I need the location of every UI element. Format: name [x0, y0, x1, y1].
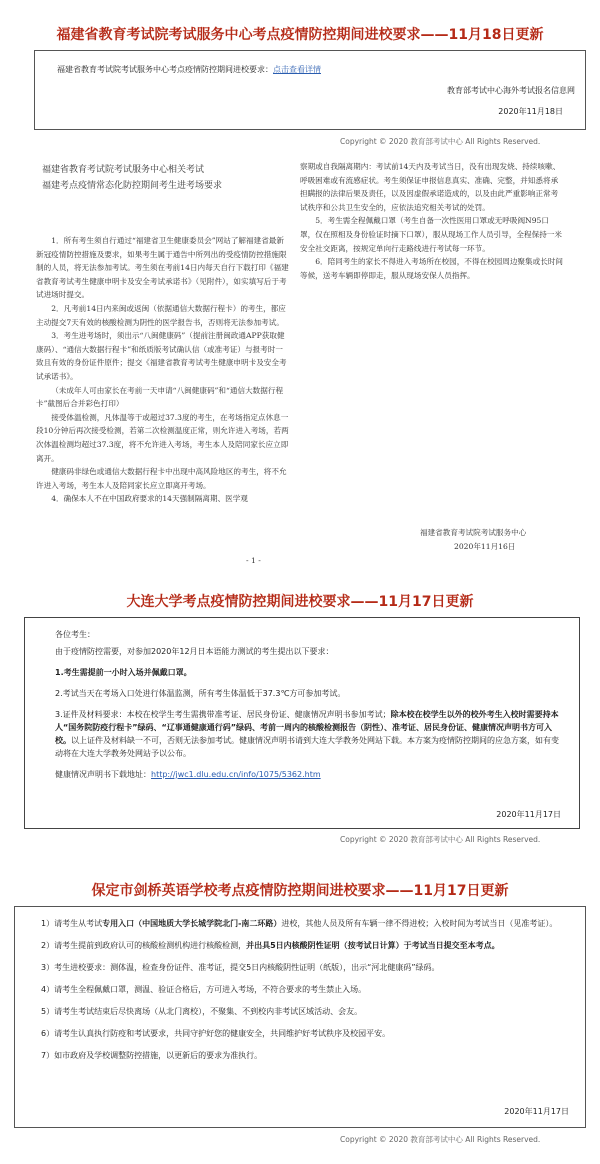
download-line	[55, 768, 565, 781]
section3-item: 5）请考生考试结束后尽快离场（从北门离校），不聚集、不到校内非考试区域活动、会友。	[41, 1007, 363, 1016]
requirement-3-part-c: 以上证件及材料缺一不可，否则无法参加考试。健康情况声明书请到大连大学教务处网站下载。本方案为疫情防控期间的应急方案，如有变动将在大连大学教务处网站予以公布。	[55, 736, 559, 758]
signature-org: 福建省教育考试院考试服务中心	[420, 528, 527, 537]
document-heading-line2: 福建考点疫情常态化防控期间考生进考场要求	[42, 181, 223, 191]
document-signature	[420, 526, 590, 553]
source-text: 教育部考试中心海外考试报名信息网	[447, 86, 575, 95]
signature-date: 2020年11月16日	[454, 541, 516, 551]
doc-paragraph: 接受体温检测，凡体温等于或超过37.3度的考生，在考场指定点休息一段10分钟后再次接受检测，若第二次检测温度正常，则允许进入考场，若两次体温检测均超过37.3度，将不允许进入考场，考生本人及陪同家长应立即离开。	[36, 412, 289, 463]
download-link[interactable]: http://jwc1.dlu.edu.cn/info/1075/5362.htm	[151, 770, 321, 779]
view-details-link[interactable]: 点击查看详情	[273, 65, 321, 74]
section3-item: 3）考生进校要求：测体温，检查身份证件、准考证，提交5日内核酸阴性证明（纸版），出示“河北健康码”绿码。	[41, 963, 440, 972]
document-left-column	[36, 234, 290, 506]
doc-paragraph: 1．所有考生须自行通过“福建省卫生健康委员会”网站了解福建省最新新冠疫情防控措施及要求，如果考生属于通告中所列出的受疫情防控措施限制的人员，将无法参加考试。考生须在考前14日内每天自行下载打印《福建省教育考试考生健康申明卡及安全考试承诺书》（见附件），如实填写后于考试进场时提交。	[36, 236, 289, 300]
requirement-1-text: 1.考生需提前一小时入场并佩戴口罩。	[55, 668, 192, 677]
intro: 由于疫情防控需要，对参加2020年12月日本语能力测试的考生提出以下要求：	[55, 647, 334, 656]
section3-copyright: Copyright © 2020 教育部考试中心 All Rights Reserved.	[340, 1135, 541, 1144]
item1-part-a: 1）请考生从考试	[41, 919, 103, 928]
notice-prefix: 福建省教育考试院考试服务中心考点疫情防控期间进校要求：	[57, 65, 273, 74]
doc-paragraph: 5．考生需全程佩戴口罩（考生自备一次性医用口罩或无呼吸阀N95口罩，仅在照相及身份验证时摘下口罩），服从现场工作人员引导，全程保持一米安全社交距离，按规定单向行走路线进行考试每一环节。	[300, 216, 562, 253]
doc-paragraph: 3．考生进考场时，须出示“八闽健康码”（提前注册闽政通APP获取健康码）、“通信大数据行程卡”和纸质版考试确认信（或准考证）与报考时一致且有效的身份证件原件；提交《福建省教育考试考生健康申明卡及安全考试承诺书》。	[36, 331, 287, 381]
section3-date: 2020年11月17日	[504, 1107, 569, 1116]
section2-copyright: Copyright © 2020 教育部考试中心 All Rights Reserved.	[340, 835, 541, 844]
section3-item: 4）请考生全程佩戴口罩，测温、验证合格后，方可进入考场，不符合要求的考生禁止入场。	[41, 985, 367, 994]
doc-paragraph: 健康码非绿色或通信大数据行程卡中出现中高风险地区的考生，将不允许进入考场，考生本人及陪同家长应立即离开考场。	[36, 467, 287, 490]
item2-part-b: 并出具5日内核酸阴性证明（按考试日计算）于考试当日提交至本考点。	[246, 941, 500, 950]
section2-box	[24, 617, 580, 829]
section2-title: 大连大学考点疫情防控期间进校要求——11月17日更新	[126, 594, 474, 610]
scanned-document	[0, 148, 600, 578]
section1-date: 2020年11月18日	[498, 107, 563, 116]
doc-paragraph: 察期或自我隔离期内：考试前14天内及考试当日，没有出现发烧、持续咳嗽、呼吸困难或有流感症状。考生须保证申报信息真实、准确、完整，并知悉将承担瞒报的法律后果及责任，以及因虚假承诺造成的，以及由此严重影响正常考试秩序和公共卫生安全的，应依法追究相关考试的处罚。	[300, 162, 561, 212]
download-label: 健康情况声明书下载地址：	[55, 770, 151, 779]
requirement-2: 2.考试当天在考场入口处进行体温监测，所有考生体温低于37.3℃方可参加考试。	[55, 689, 346, 698]
section3-item	[29, 917, 575, 931]
page-number: - 1 -	[246, 556, 261, 565]
requirement-3-part-b: 除本校在校学生以外的校外考生入校时需要持本人“国务院防疫行程卡”绿码、“辽事通健康通行码”绿码、考前一周内的核酸检测报告（阴性）、准考证、居民身份证、健康情况声明书方可入校。	[55, 710, 559, 745]
document-right-column	[300, 160, 564, 282]
requirement-3	[55, 708, 565, 760]
requirement-1	[55, 666, 565, 679]
section2-content	[55, 628, 565, 781]
item2-part-a: 2）请考生提前到政府认可的核酸检测机构进行核酸检测，	[41, 941, 247, 950]
doc-paragraph: 2．凡考前14日内来闽或返闽（依据通信大数据行程卡）的考生，都应主动提交7天有效的核酸检测为阴性的医学报告书，否则将无法参加考试。	[36, 303, 286, 327]
section1-copyright: Copyright © 2020 教育部考试中心 All Rights Reserved.	[340, 137, 541, 146]
section3-title: 保定市剑桥英语学校考点疫情防控期间进校要求——11月17日更新	[91, 883, 509, 899]
notice-line	[57, 64, 321, 75]
requirement-3-part-a: 3.证件及材料要求：本校在校学生考生需携带准考证、居民身份证、健康情况声明书参加考试；	[55, 710, 391, 719]
section3-box	[14, 906, 586, 1128]
section1-title: 福建省教育考试院考试服务中心考点疫情防控期间进校要求——11月18日更新	[56, 27, 544, 43]
section3-content	[29, 917, 575, 1063]
section2-date: 2020年11月17日	[496, 810, 561, 819]
item1-part-b: 专用入口（中国地质大学长城学院北门-南二环路）	[102, 919, 282, 928]
item1-part-c: 进校，其他人员及所有车辆一律不得进校；入校时间为考试当日（见准考证）。	[281, 919, 558, 928]
greeting: 各位考生：	[55, 630, 95, 639]
section3-item: 7）如市政府及学校调整防控措施，以更新后的要求为准执行。	[41, 1051, 263, 1060]
section3-item	[29, 939, 575, 953]
document-heading-line1: 福建省教育考试院考试服务中心相关考试	[42, 165, 205, 175]
section3-item: 6）请考生认真执行防疫和考试要求，共同守护好您的健康安全，共同维护好考试秩序及校园平安。	[41, 1029, 391, 1038]
doc-paragraph: 4．确保本人不在中国政府要求的14天强制隔离期、医学观	[51, 494, 248, 504]
doc-paragraph: 6．陪同考生的家长不得进入考场所在校园，不得在校园周边聚集或长时间等候，送考车辆即停即走，服从现场安保人员指挥。	[300, 257, 564, 280]
document-heading	[42, 162, 292, 194]
doc-paragraph: （未成年人可由家长在考前一天申请“八闽健康码”和“通信大数据行程卡”截图后合并彩色打印）	[36, 385, 284, 409]
section1-notice-box	[34, 50, 586, 130]
